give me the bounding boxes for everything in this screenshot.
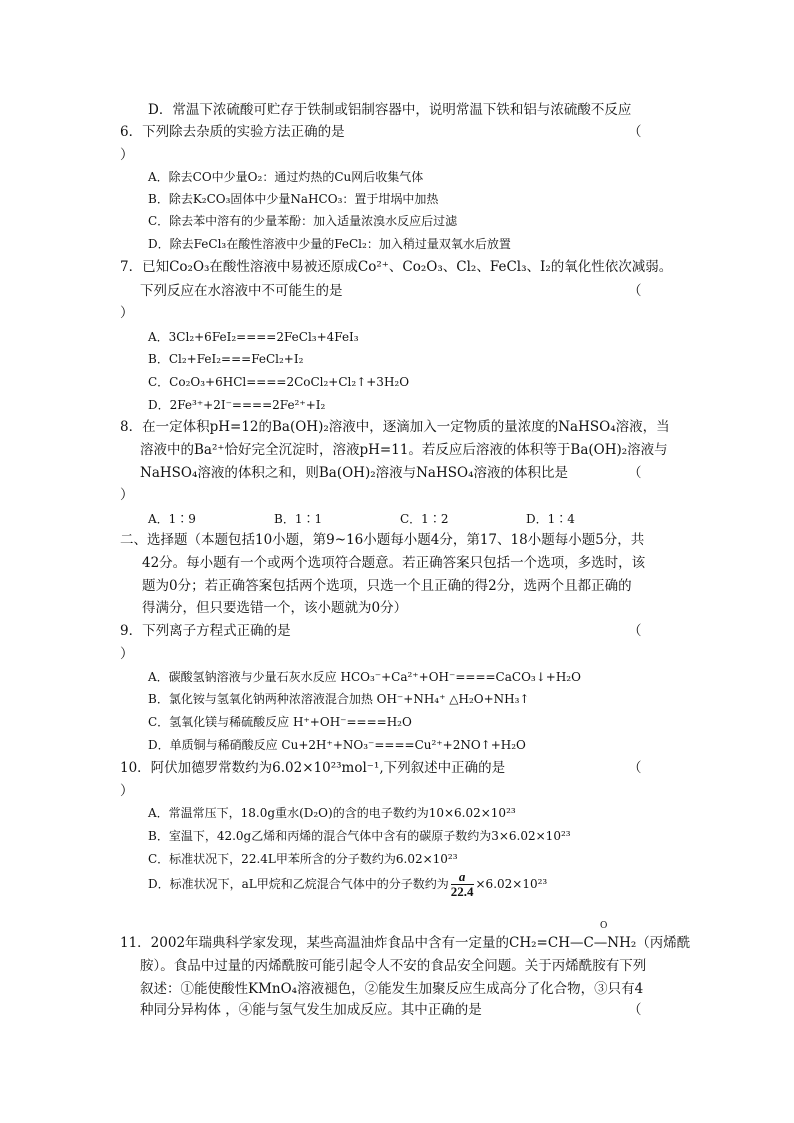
q6-option-c: C．除去苯中溶有的少量苯酚：加入适量浓溴水反应后过滤: [148, 214, 458, 228]
q8-stem-line1: 8．在一定体积pH=12的Ba(OH)₂溶液中，逐滴加入一定物质的量浓度的NaHSO₄溶液，当: [120, 419, 670, 435]
q7-option-d: D．2Fe³⁺+2I⁻====2Fe²⁺+I₂: [148, 398, 326, 412]
q7-stem-line1: 7．已知Co₂O₃在酸性溶液中易被还原成Co²⁺、Co₂O₃、Cl₂、FeCl₃、I₂的氧化性依次减弱。: [120, 259, 673, 275]
q8-option-c: C．1∶2: [400, 512, 449, 526]
q7-option-c: C．Co₂O₃+6HCl====2CoCl₂+Cl₂↑+3H₂O: [148, 375, 410, 389]
q9-stem: 9．下列离子方程式正确的是: [120, 623, 291, 639]
q6-option-d: D．除去FeCl₃在酸性溶液中少量的FeCl₂：加入稍过量双氧水后放置: [148, 237, 511, 251]
q7-answer-paren-left: （: [628, 283, 642, 299]
q10-stem: 10．阿伏加德罗常数约为6.02×10²³mol⁻¹,下列叙述中正确的是: [120, 760, 506, 776]
q9-answer-paren-left: （: [628, 623, 642, 639]
q6-stem: 6．下列除去杂质的实验方法正确的是: [120, 124, 345, 140]
fraction-denominator: 22.4: [450, 884, 474, 899]
q7-answer-paren-right: ）: [120, 305, 134, 321]
q11-stem-line1: 11．2002年瑞典科学家发现，某些高温油炸食品中含有一定量的CH₂=CH—C—NH₂（丙烯酰: [120, 935, 691, 951]
q10-option-d: [148, 870, 547, 899]
q9-answer-paren-right: ）: [120, 646, 134, 662]
q8-option-a: A．1∶9: [148, 512, 196, 526]
q10-option-d-tail: ×6.02×10²³: [475, 877, 548, 891]
q6-option-a: A．除去CO中少量O₂：通过灼热的Cu网后收集气体: [148, 170, 424, 184]
section2-instructions-line4: 得满分，但只要选错一个，该小题就为0分）: [142, 600, 408, 616]
q8-stem-line2: 溶液中的Ba²⁺恰好完全沉淀时，溶液pH=11。若反应后溶液的体积等于Ba(OH)₂溶液与: [140, 442, 668, 458]
q9-option-d: D．单质铜与稀硝酸反应 Cu+2H⁺+NO₃⁻====Cu²⁺+2NO↑+H₂O: [148, 738, 526, 752]
q11-stem-line3: 叙述：①能使酸性KMnO₄溶液褪色，②能发生加聚反应生成高分了化合物，③只有4: [140, 981, 644, 997]
q6-option-b: B．除去K₂CO₃固体中少量NaHCO₃：置于坩埚中加热: [148, 192, 439, 206]
section2-instructions-line3: 题为0分；若正确答案包括两个选项，只选一个且正确的得2分，选两个且都正确的: [142, 578, 632, 594]
q10-option-a: A．常温常压下，18.0g重水(D₂O)的含的电子数约为10×6.02×10²³: [148, 806, 516, 820]
q7-stem-line2: 下列反应在水溶液中不可能生的是: [140, 283, 343, 299]
q8-answer-paren-right: ）: [120, 487, 134, 503]
fraction: [451, 870, 474, 899]
carbonyl-oxygen: O: [600, 921, 608, 931]
q10-answer-paren-right: ）: [120, 783, 134, 799]
fraction-numerator: a: [458, 869, 466, 884]
section2-instructions-line2: 42分。每小题有一个或两个选项符合题意。若正确答案只包括一个选项，多选时，该: [142, 555, 646, 571]
q8-option-d: D．1∶4: [526, 512, 575, 526]
q6-answer-paren-right: ）: [120, 147, 134, 163]
q8-answer-paren-left: （: [628, 465, 642, 481]
q6-answer-paren-left: （: [628, 124, 642, 140]
q9-option-b: B．氯化铵与氢氧化钠两种浓溶液混合加热 OH⁻+NH₄⁺ △H₂O+NH₃↑: [148, 692, 530, 706]
q11-answer-paren-left: （: [628, 1002, 642, 1018]
q10-option-c: C．标准状况下，22.4L甲苯所含的分子数约为6.02×10²³: [148, 852, 458, 866]
q7-option-b: B．Cl₂+FeI₂===FeCl₂+I₂: [148, 352, 304, 366]
q9-option-c: C．氢氧化镁与稀硫酸反应 H⁺+OH⁻====H₂O: [148, 715, 412, 729]
q10-option-d-text: D．标准状况下，aL甲烷和乙烷混合气体中的分子数约为: [148, 877, 449, 891]
q5-option-d: D．常温下浓硫酸可贮存于铁制或铝制容器中，说明常温下铁和铝与浓硫酸不反应: [148, 102, 632, 118]
q9-option-a: A．碳酸氢钠溶液与少量石灰水反应 HCO₃⁻+Ca²⁺+OH⁻====CaCO₃↓+H₂O: [148, 670, 581, 684]
q7-option-a: A．3Cl₂+6FeI₂====2FeCl₃+4FeI₃: [148, 330, 359, 344]
q11-stem-line2: 胺）。食品中过量的丙烯酰胺可能引起令人不安的食品安全问题。关于丙烯酰胺有下列: [140, 958, 647, 974]
q11-stem-line4: 种同分异构体 ，④能与氢气发生加成反应。其中正确的是: [140, 1002, 482, 1018]
q8-stem-line3: NaHSO₄溶液的体积之和，则Ba(OH)₂溶液与NaHSO₄溶液的体积比是: [140, 465, 568, 481]
q10-option-b: B．室温下，42.0g乙烯和丙烯的混合气体中含有的碳原子数约为3×6.02×10²³: [148, 829, 571, 843]
section2-instructions-line1: 二、选择题（本题包括10小题，第9~16小题每小题4分，第17、18小题每小题5分，共: [120, 532, 645, 548]
q8-option-b: B．1∶1: [274, 512, 323, 526]
q10-answer-paren-left: （: [628, 760, 642, 776]
